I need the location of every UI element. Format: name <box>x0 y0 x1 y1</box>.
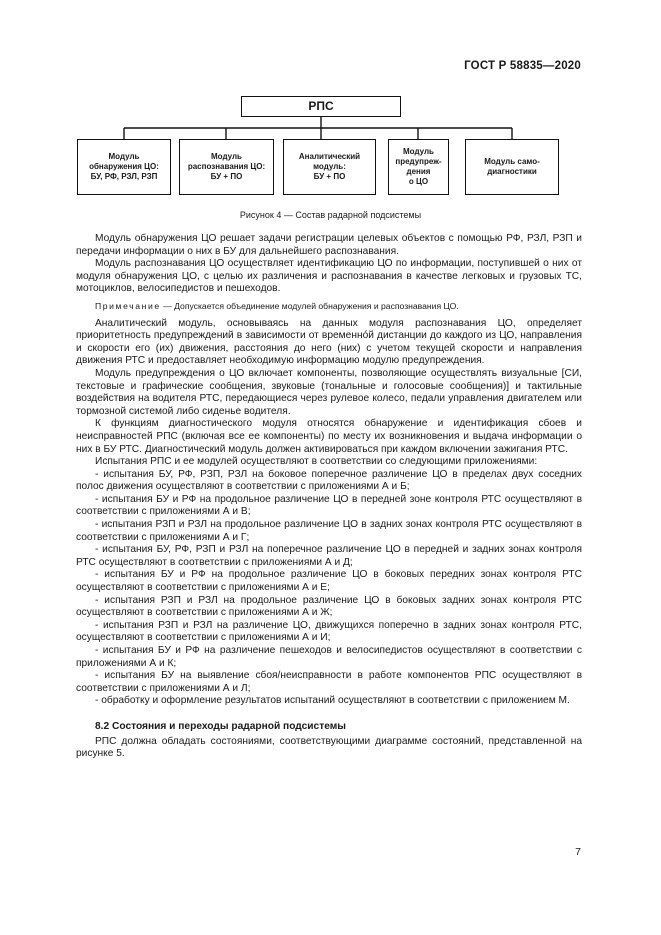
page-number: 7 <box>575 846 581 858</box>
list-item: - испытания РЗП и РЗЛ на продольное различение ЦО в задних зонах контроля РТС осуществляют в соответствии с приложениями А и Г; <box>76 519 582 543</box>
document-body <box>76 233 582 761</box>
list-item: - испытания РЗП и РЗЛ на продольное различение ЦО в боковых задних зонах контроля РТС осуществляют в соответствии с приложениями А и Ж; <box>76 594 582 619</box>
module-label-warning: Модуль предупреж- дения о ЦО <box>395 147 442 186</box>
figure-caption: Рисунок 4 — Состав радарной подсистемы <box>239 210 422 220</box>
list-item: - испытания БУ и РФ на продольное различение ЦО в передней зоне контроля РТС осуществляют в соответствии с приложениями А и В; <box>76 493 582 518</box>
module-box-analytical <box>283 139 376 195</box>
module-box-recognition <box>179 139 274 195</box>
note-label: Примечание <box>95 300 161 311</box>
module-label-detection: Модуль обнаружения ЦО: БУ, РФ, РЗЛ, РЗП <box>89 152 159 181</box>
note <box>76 300 582 313</box>
module-label-self-diagnostics: Модуль само- диагностики <box>484 157 540 176</box>
list-item: - испытания БУ, РФ, РЗП и РЗЛ на поперечное различение ЦО в передней и задних зонах контроля РТС осуществляют в соответствии с приложениями А и Д; <box>76 544 582 568</box>
document-standard-header: ГОСТ Р 58835—2020 <box>464 60 581 72</box>
paragraph-testing-intro: Испытания РПС и ее модулей осуществляют в соответствии со следующими приложениями: <box>95 456 538 468</box>
module-box-self-diagnostics <box>465 139 559 195</box>
module-label-analytical: Аналитический модуль: БУ + ПО <box>298 152 361 181</box>
paragraph-diagnostic-module: К функциям диагностического модуля относятся обнаружение и идентификация сбоев и неисправностей РПС (включая все ее компоненты) по месту их возникновения и выдача информации о них в БУ РТС. Диагностический модуль должен активироваться при каждом включении зажигания РТС. <box>76 418 582 455</box>
list-item: - испытания БУ на выявление сбоя/неисправности в работе компонентов РПС осуществляют в соответствии с приложениями А и Л; <box>76 670 582 694</box>
list-item: - испытания БУ, РФ, РЗП, РЗЛ на боковое поперечное различение ЦО в пределах двух соседних полос движения осуществляют в соответствии с приложениями А и Б; <box>76 468 582 493</box>
module-label-recognition: Модуль распознавания ЦО: БУ + ПО <box>187 152 266 181</box>
list-item: - испытания РЗП и РЗЛ на различение ЦО, движущихся поперечно в задних зонах контроля РТС, осуществляют в соответствии с приложениями А и И; <box>76 619 582 644</box>
section-title: 8.2 Состояния и переходы радарной подсистемы <box>95 720 346 732</box>
module-box-warning <box>388 139 449 195</box>
root-node-rps <box>241 96 401 117</box>
paragraph-states: РПС должна обладать состояниями, соответствующими диаграмме состояний, представленной на рисунке 5. <box>76 735 582 760</box>
paragraph-recognition-module: Модуль распознавания ЦО осуществляет идентификацию ЦО по информации, поступившей о них от модуля обнаружения ЦО, с целью их различения и распознавания в качестве легковых и грузовых ТС, мотоциклов, велосипедистов и пешеходов. <box>76 258 582 295</box>
module-box-detection <box>77 139 171 195</box>
note-text: — Допускается объединение модулей обнаружения и распознавания ЦО. <box>160 300 459 311</box>
paragraph-detection-module: Модуль обнаружения ЦО решает задачи регистрации целевых объектов с помощью РФ, РЗЛ, РЗП и передачи информации о них в БУ для дальнейшего распознавания. <box>76 233 582 257</box>
radar-subsystem-diagram <box>0 0 661 230</box>
paragraph-analytical-module: Аналитический модуль, основываясь на данных модуля распознавания ЦО, определяет приоритетность предупреждений в зависимости от временно́й дистанции до каждого из ЦО, направления и скорости его (их) движения, расстояния до него (них) с учетом текущей скорости и направления движения РТС и предоставляет необходимую информацию модулю предупреждения. <box>76 317 582 367</box>
list-item: - обработку и оформление результатов испытаний осуществляют в соответствии с приложением М. <box>95 695 570 707</box>
paragraph-warning-module: Модуль предупреждения о ЦО включает компоненты, позволяющие осуществлять визуальные [СИ, текстовые и графические сообщения, звуковые (тональные и голосовые сообщения)] и тактильные воздействия на водителя РТС, передающиеся через рулевое колесо, педали управления двигателем или тормозной системой либо сиденье водителя. <box>76 367 582 417</box>
root-node-label: РПС <box>308 99 334 113</box>
list-item: - испытания БУ и РФ на различение пешеходов и велосипедистов осуществляют в соответствии с приложениями А и К; <box>76 645 582 669</box>
list-item: - испытания БУ и РФ на продольное различение ЦО в боковых передних зонах контроля РТС осуществляют в соответствии с приложениями А и Е; <box>76 569 582 594</box>
